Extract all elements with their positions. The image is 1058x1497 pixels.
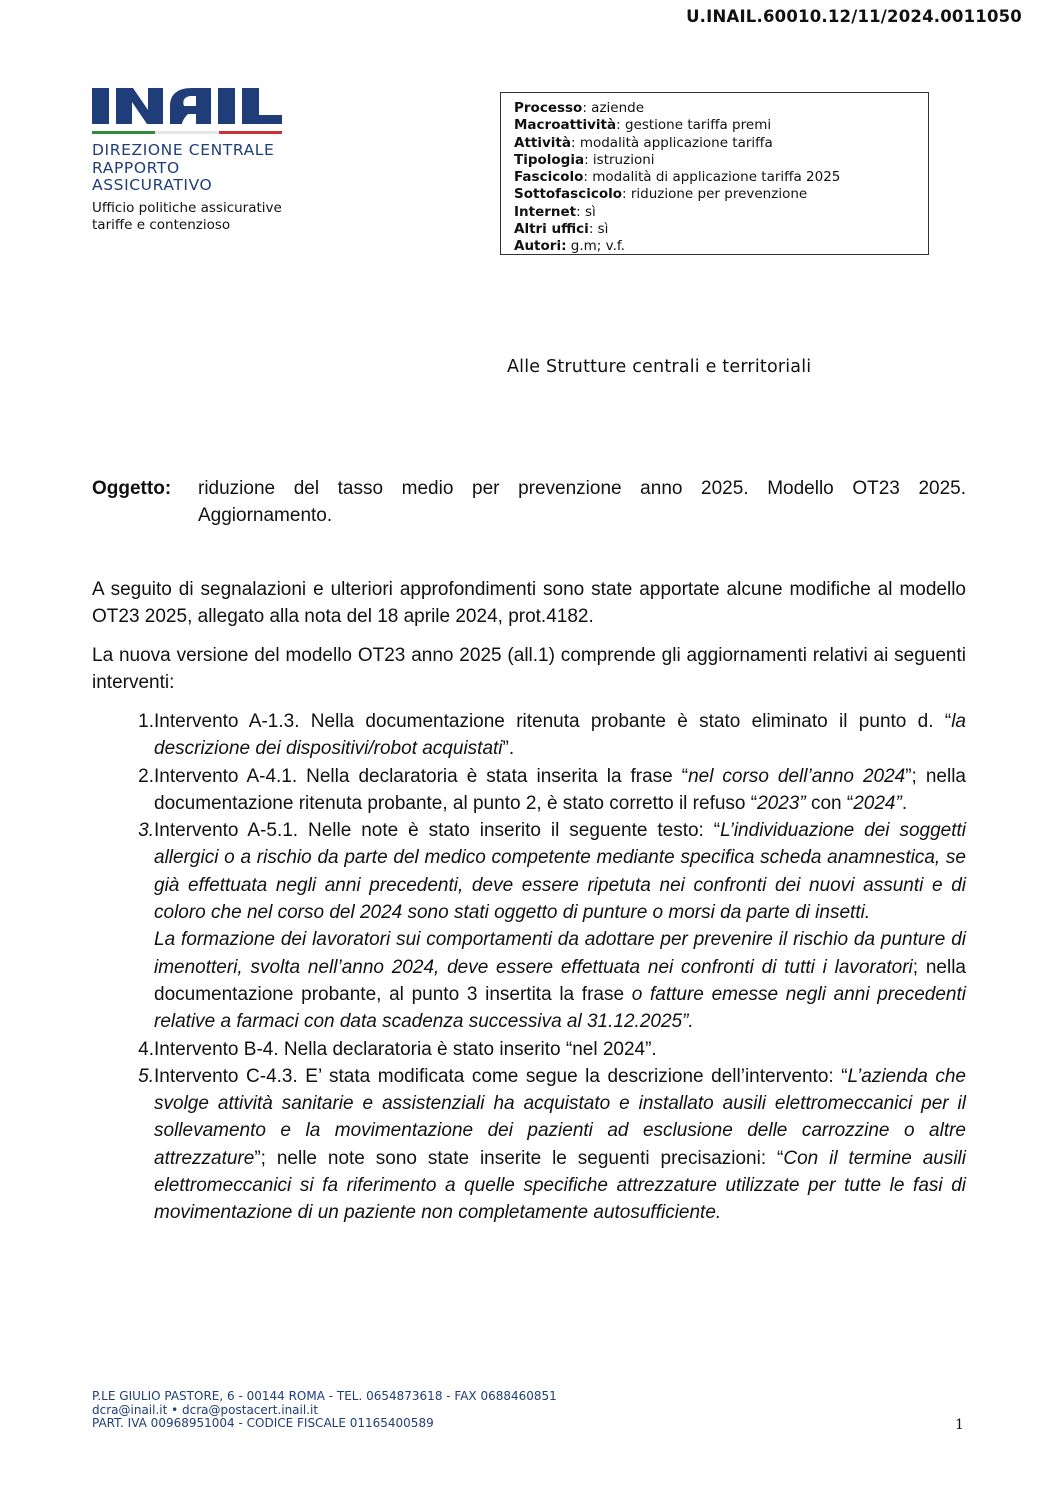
metadata-row: Internet: sì xyxy=(514,203,596,220)
list-item-text: Intervento A-5.1. Nelle note è stato inserito il seguente testo: “L’individuazione dei soggetti allergici o a rischio da parte del medico competente mediante specifica scheda anamnestica, se già effettuata negli anni precedenti, deve essere ripetuta nei confronti dei nuovi assunti e di coloro che nel corso del 2024 sono stati oggetto di punture o morsi da parte di insetti. La formazione dei lavoratori sui comportamenti da adottare per prevenire il rischio da punture di imenotteri, svolta nell’anno 2024, deve essere effettuata nei confronti di tutti i lavoratori; nella documentazione probante, al punto 3 insertita la frase o fatture emesse negli anni precedenti relative a farmaci con data scadenza successiva al 31.12.2025”. xyxy=(154,820,967,1033)
list-item-text: Intervento A-4.1. Nella declaratoria è stata inserita la frase “nel corso dell’anno 2024”; nella documentazione ritenuta probante, al punto 2, è stato corretto il refuso “2023” con “2024”. xyxy=(154,765,966,814)
protocol-number: U.INAIL.60010.12/11/2024.0011050 xyxy=(686,7,1022,26)
list-item-text: Intervento C-4.3. E’ stata modificata come segue la descrizione dell’intervento: “L’azienda che svolge attività sanitarie e assistenziali ha acquistato e installato ausili elettromeccanici per il sollevamento e la movimentazione dei pazienti ad esclusione delle carrozzine o altre attrezzature”; nelle note sono state inserite le seguenti precisazioni: “Con il termine ausili elettromeccanici si fa riferimento a quelle specifiche attrezzature utilizzate per tutte le fasi di movimentazione di un paziente non completamente autosufficiente. xyxy=(154,1065,966,1224)
department-name: DIREZIONE CENTRALE RAPPORTO ASSICURATIVO xyxy=(92,141,275,194)
list-item-text: Intervento B-4. Nella declaratoria è stato inserito “nel 2024”. xyxy=(154,1038,657,1060)
list-item-number: 2. xyxy=(138,765,154,787)
metadata-row: Autori: g.m; v.f. xyxy=(514,238,625,255)
subject xyxy=(92,475,966,530)
list-item-number: 4. xyxy=(138,1038,154,1060)
metadata-row: Tipologia: istruzioni xyxy=(514,151,655,168)
metadata-row: Altri uffici: sì xyxy=(514,221,609,238)
page-number: 1 xyxy=(955,1417,964,1433)
list-item-number: 1. xyxy=(138,711,154,732)
list-item-number: 3. xyxy=(138,820,154,842)
list-item-number: 5. xyxy=(138,1065,154,1087)
metadata-row: Macroattività: gestione tariffa premi xyxy=(514,117,772,134)
recipients: Alle Strutture centrali e territoriali xyxy=(507,357,812,377)
interventions-list xyxy=(92,708,966,1227)
metadata-row: Attività: modalità applicazione tariffa xyxy=(514,134,773,151)
metadata-row: Sottofascicolo: riduzione per prevenzione xyxy=(514,186,808,203)
tricolor-line xyxy=(92,131,282,134)
metadata-box xyxy=(500,92,929,255)
paragraph: La nuova versione del modello OT23 anno 2025 (all.1) comprende gli aggiornamenti relativi ai seguenti interventi: xyxy=(92,645,966,694)
list-item-text: Intervento A-1.3. Nella documentazione ritenuta probante è stato eliminato il punto d. “la descrizione dei dispositivi/robot acquistati”. xyxy=(154,711,966,760)
subject-label: Oggetto: xyxy=(92,478,172,499)
inail-logo xyxy=(92,86,282,126)
list-item xyxy=(92,817,966,1035)
metadata-row: Fascicolo: modalità di applicazione tariffa 2025 xyxy=(514,169,841,186)
metadata-row: Processo: aziende xyxy=(514,100,645,116)
list-item xyxy=(92,1036,966,1063)
paragraph: A seguito di segnalazioni e ulteriori approfondimenti sono state apportate alcune modifiche al modello OT23 2025, allegato alla nota del 18 aprile 2024, prot.4182. xyxy=(92,579,966,628)
office-name: Ufficio politiche assicurative tariffe e contenzioso xyxy=(92,199,282,233)
list-item xyxy=(92,763,966,818)
subject-text: riduzione del tasso medio per prevenzione anno 2025. Modello OT23 2025. Aggiornamento. xyxy=(198,478,966,527)
list-item xyxy=(92,1063,966,1227)
footer-address: P.LE GIULIO PASTORE, 6 - 00144 ROMA - TEL. 0654873618 - FAX 0688460851 dcra@inail.it • dcra@postacert.inail.it PART. IVA 00968951004 - CODICE FISCALE 01165400589 xyxy=(92,1389,557,1430)
inail-logo-block xyxy=(92,86,286,234)
list-item xyxy=(92,708,966,763)
